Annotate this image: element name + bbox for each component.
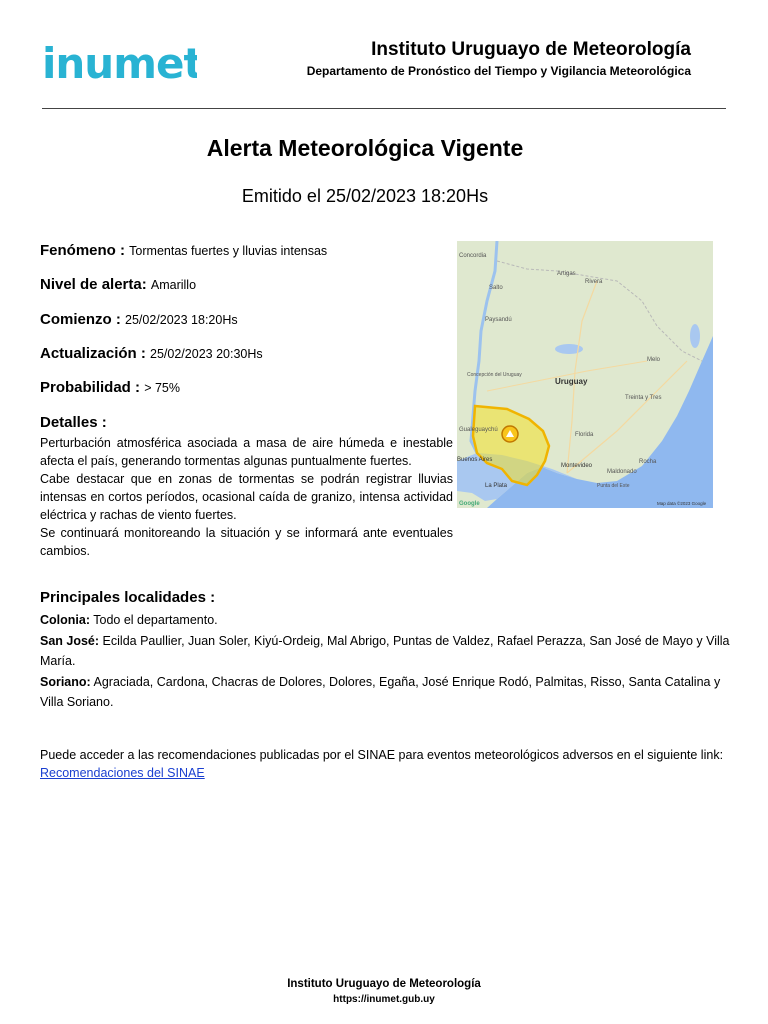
details-paragraph: Se continuará monitoreando la situación y se informará ante eventuales cambios. [40, 526, 453, 558]
localities-title: Principales localidades : [40, 589, 216, 606]
map-attribution-google: Google [459, 501, 480, 507]
field-actualizacion [40, 345, 263, 362]
locality-item [40, 672, 730, 713]
actualizacion-label: Actualización : [40, 345, 146, 362]
map-label-rivera: Rivera [585, 279, 603, 285]
footer-institute: Instituto Uruguayo de Meteorología [287, 978, 481, 990]
locality-dept: Soriano: [40, 674, 91, 689]
institute-name: Instituto Uruguayo de Meteorología [371, 39, 691, 60]
field-fenomeno [40, 242, 327, 259]
probabilidad-value: > 75% [144, 381, 180, 395]
map-label-rocha: Rocha [639, 459, 657, 465]
logo-text: inumet [42, 40, 197, 86]
locality-item [40, 610, 730, 631]
map-label-montevideo: Montevideo [561, 463, 593, 469]
map-label-florida: Florida [575, 432, 594, 438]
locality-places: Ecilda Paullier, Juan Soler, Kiyú-Ordeig, Mal Abrigo, Puntas de Valdez, Rafael Perazza, San José de Mayo y Villa María. [40, 633, 730, 668]
nivel-value: Amarillo [150, 278, 197, 292]
map-label-treinta-y-tres: Treinta y Tres [625, 395, 662, 401]
map-label-salto: Salto [489, 285, 503, 291]
alert-map [457, 241, 713, 508]
map-label-concordia: Concordia [459, 253, 487, 259]
locality-dept: San José: [40, 633, 100, 648]
locality-item [40, 631, 730, 672]
lagoon-merin [690, 324, 700, 348]
map-label-paysandu: Paysandú [485, 317, 512, 323]
details-title: Detalles : [40, 414, 107, 431]
map-label-artigas: Artigas [557, 271, 576, 277]
localities-list [40, 610, 730, 713]
locality-dept: Colonia: [40, 613, 90, 627]
sinae-text: Puede acceder a las recomendaciones publicadas por el SINAE para eventos meteorológicos adversos en el siguiente link: [40, 748, 724, 762]
department-name: Departamento de Pronóstico del Tiempo y Vigilancia Meteorológica [306, 64, 691, 78]
fenomeno-value: Tormentas fuertes y lluvias intensas [129, 244, 328, 258]
map-label-buenos-aires: Buenos Aires [457, 457, 493, 463]
field-comienzo [40, 311, 238, 328]
map-label-melo: Melo [647, 357, 661, 363]
header-divider [42, 108, 726, 109]
sinae-note [40, 746, 730, 782]
map-label-concepcion: Concepción del Uruguay [467, 372, 522, 378]
details-body [40, 434, 453, 560]
page-title: Alerta Meteorológica Vigente [206, 135, 524, 161]
map-label-maldonado: Maldonado [607, 469, 637, 475]
footer [0, 977, 768, 1007]
field-probabilidad [40, 379, 180, 396]
map-label-gualeguaychu: Gualeguaychú [459, 427, 498, 433]
fenomeno-label: Fenómeno : [40, 242, 125, 259]
map-label-punta-del-este: Punta del Este [597, 483, 630, 489]
issued-date: Emitido el 25/02/2023 18:20Hs [241, 186, 489, 206]
probabilidad-label: Probabilidad : [40, 379, 141, 396]
footer-url[interactable]: https://inumet.gub.uy [333, 994, 435, 1005]
map-attribution: Map data ©2023 Google [657, 501, 707, 506]
field-nivel [40, 276, 196, 293]
actualizacion-value: 25/02/2023 20:30Hs [150, 347, 263, 361]
details-paragraph: Cabe destacar que en zonas de tormentas se podrán registrar lluvias intensas en cortos períodos, ocasional caída de granizo, intensa actividad eléctrica y rachas de viento fuertes. [40, 472, 453, 522]
comienzo-value: 25/02/2023 18:20Hs [125, 313, 238, 327]
map-label-la-plata: La Plata [485, 483, 508, 489]
inumet-logo [42, 40, 197, 91]
sinae-link[interactable]: Recomendaciones del SINAE [40, 766, 205, 780]
comienzo-label: Comienzo : [40, 311, 121, 328]
map-label-uruguay: Uruguay [555, 377, 588, 386]
details-paragraph: Perturbación atmosférica asociada a masa de aire húmeda e inestable afecta el país, generando tormentas algunas puntualmente fuertes. [40, 436, 453, 468]
locality-places: Todo el departamento. [93, 613, 218, 627]
nivel-label: Nivel de alerta: [40, 276, 147, 293]
locality-places: Agraciada, Cardona, Chacras de Dolores, Dolores, Egaña, José Enrique Rodó, Palmitas, Risso, Santa Catalina y Villa Soriano. [40, 674, 721, 709]
